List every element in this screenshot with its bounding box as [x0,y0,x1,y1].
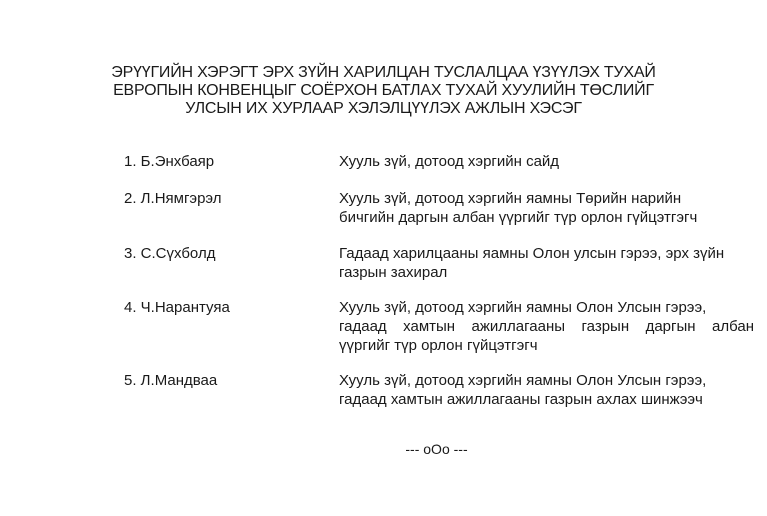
member-role [339,244,754,282]
role-line: Хууль зүй, дотоод хэргийн яамны Олон Улсын гэрээ, [339,372,707,389]
member-role [339,298,754,355]
member-name: 1. Б.Энхбаяр [124,153,215,170]
role-line: Гадаад харилцааны яамны Олон улсын гэрээ, эрх зүйн [339,245,725,262]
document-title [100,64,667,118]
title-line: ЭРҮҮГИЙН ХЭРЭГТ ЭРХ ЗҮЙН ХАРИЛЦАН ТУСЛАЛЦАА ҮЗҮҮЛЭХ ТУХАЙ [111,64,656,81]
member-name: 2. Л.Нямгэрэл [124,190,222,207]
role-line: Хууль зүй, дотоод хэргийн яамны Олон Улсын гэрээ, [339,299,707,316]
role-line: бичгийн даргын албан үүргийг түр орлон гүйцэтгэгч [339,209,698,226]
role-line: газрын захирал [339,264,448,281]
member-role [339,371,754,409]
role-line: Хууль зүй, дотоод хэргийн сайд [339,153,560,170]
role-line: үүргийг түр орлон гүйцэтгэгч [339,337,538,354]
member-name: 4. Ч.Нарантуяа [124,299,230,316]
member-name: 5. Л.Мандваа [124,372,218,389]
member-name: 3. С.Сүхболд [124,245,216,262]
role-line: Хууль зүй, дотоод хэргийн яамны Төрийн нарийн [339,190,682,207]
title-line: ЕВРОПЫН КОНВЕНЦЫГ СОЁРХОН БАТЛАХ ТУХАЙ ХУУЛИЙН ТӨСЛИЙГ [113,82,654,99]
role-line: гадаад хамтын ажиллагааны газрын даргын албан [339,318,754,335]
member-role [339,189,754,227]
title-line: УЛСЫН ИХ ХУРЛААР ХЭЛЭЛЦҮҮЛЭХ АЖЛЫН ХЭСЭГ [185,100,582,117]
role-line: гадаад хамтын ажиллагааны газрын ахлах шинжээч [339,391,703,408]
document-end-mark: --- oOo --- [405,441,468,457]
member-role [339,152,754,171]
